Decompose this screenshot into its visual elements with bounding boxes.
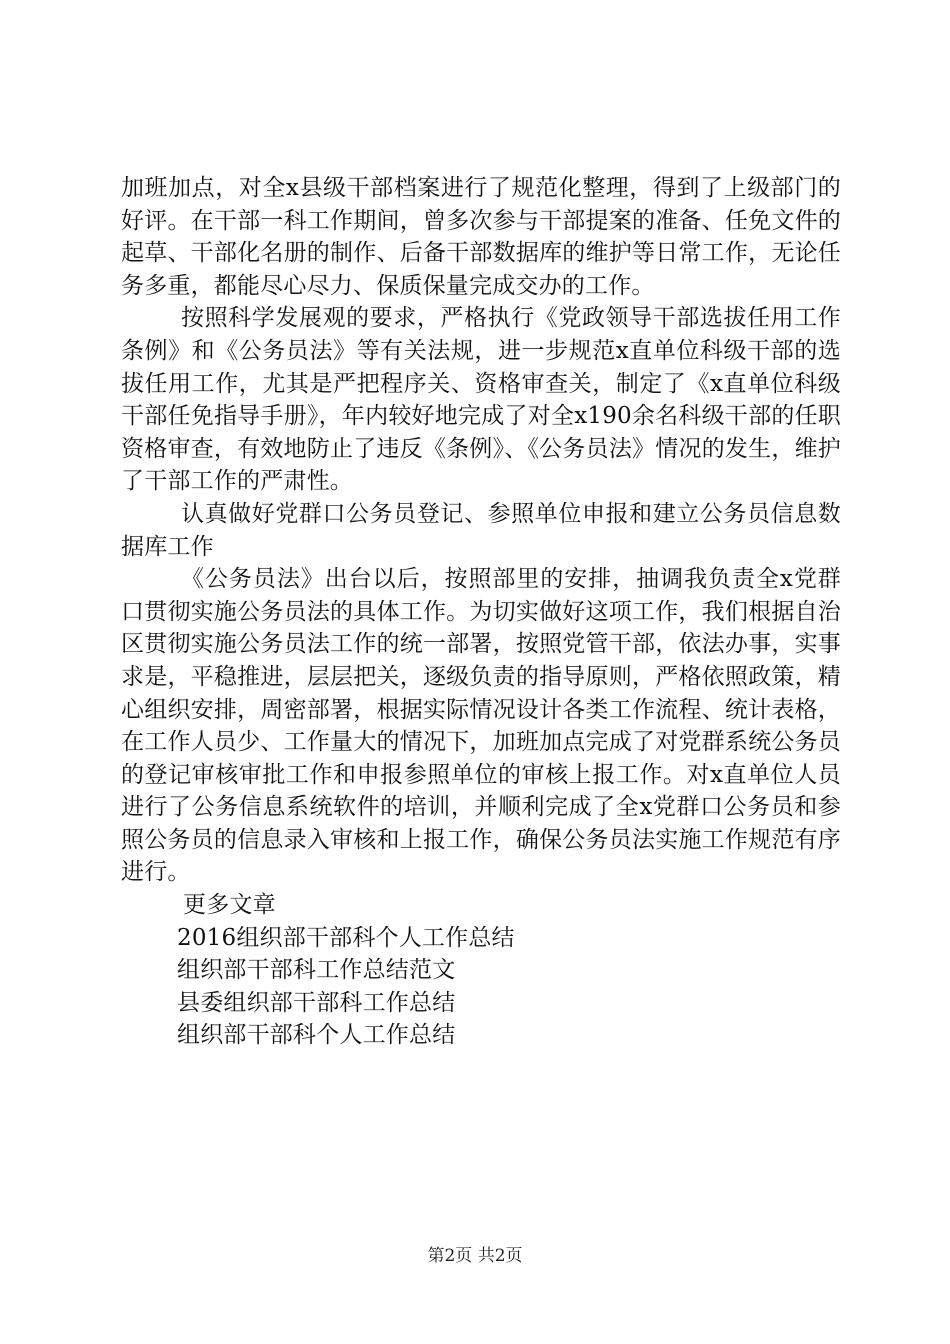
page-footer: 第2页 共2页	[427, 1246, 523, 1266]
paragraph-1: 加班加点，对全x县级干部档案进行了规范化整理，得到了上级部门的好评。在干部一科工作期间，曾多次参与干部提案的准备、任免文件的起草、干部化名册的制作、后备干部数据库的维护等日常工作，无论任务多重，都能尽心尽力、保质保量完成交办的工作。	[121, 175, 841, 299]
section-heading: 认真做好党群口公务员登记、参照单位申报和建立公务员信息数据库工作	[121, 500, 841, 560]
article-link[interactable]: 2016组织部干部科个人工作总结	[177, 924, 515, 951]
article-link[interactable]: 组织部干部科个人工作总结	[177, 1022, 456, 1049]
document-body	[121, 172, 841, 1052]
paragraph-3: 《公务员法》出台以后，按照部里的安排，抽调我负责全x党群口贯彻实施公务员法的具体工作。为切实做好这项工作，我们根据自治区贯彻实施公务员法工作的统一部署，按照党管干部，依法办事，实事求是，平稳推进，层层把关，逐级负责的指导原则，严格依照政策，精心组织安排，周密部署，根据实际情况设计各类工作流程、统计表格，在工作人员少、工作量大的情况下，加班加点完成了对党群系统公务员的登记审核审批工作和申报参照单位的审核上报工作。对x直单位人员进行了公务信息系统软件的培训，并顺利完成了全x党群口公务员和参照公务员的信息录入审核和上报工作，确保公务员法实施工作规范有序进行。	[121, 566, 841, 886]
more-articles-list	[121, 922, 841, 1052]
paragraph-2: 按照科学发展观的要求，严格执行《党政领导干部选拔任用工作条例》和《公务员法》等有关法规，进一步规范x直单位科级干部的选拔任用工作，尤其是严把程序关、资格审查关，制定了《x直单位科级干部任免指导手册》，年内较好地完成了对全x190余名科级干部的任职资格审查，有效地防止了违反《条例》、《公务员法》情况的发生，维护了干部工作的严肃性。	[121, 305, 841, 495]
more-articles-heading: 更多文章	[183, 892, 276, 919]
article-link[interactable]: 县委组织部干部科工作总结	[177, 989, 456, 1016]
article-link[interactable]: 组织部干部科工作总结范文	[177, 957, 456, 984]
